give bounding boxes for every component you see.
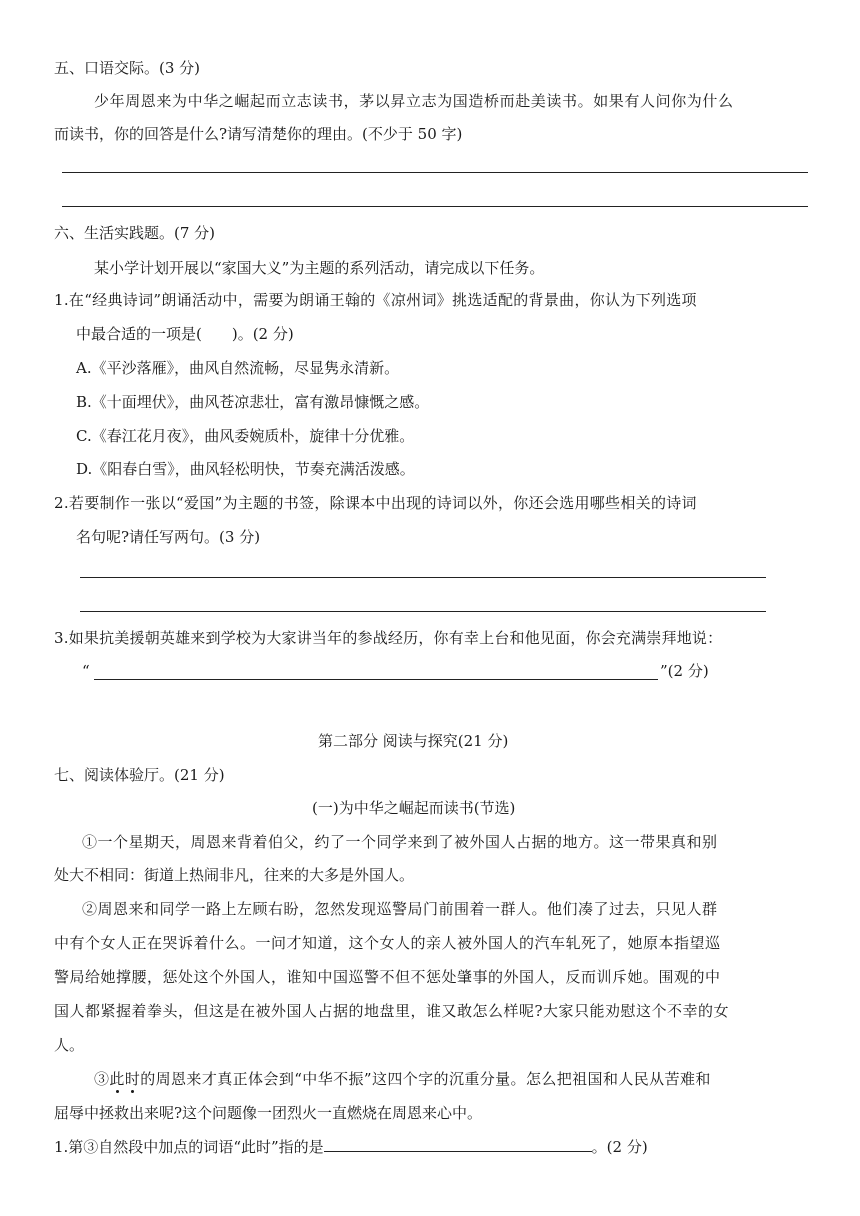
paragraph-1-line1: ①一个星期天，周恩来背着伯父，约了一个同学来到了被外国人占据的地方。这一带果真和别	[82, 833, 718, 851]
passage-title: (一)为中华之崛起而读书(节选)	[312, 799, 516, 817]
question-3-close: ”(2 分)	[660, 662, 709, 680]
answer-line[interactable]	[62, 172, 808, 173]
option-a[interactable]: A.《平沙落雁》，曲风自然流畅，尽显隽永清新。	[76, 359, 400, 377]
quote-answer-line[interactable]	[94, 679, 658, 680]
paragraph-3-line2: 屈辱中拯救出来呢?这个问题像一团烈火一直燃烧在周恩来心中。	[54, 1104, 483, 1122]
paragraph-2-line1: ②周恩来和同学一路上左顾右盼，忽然发现巡警局门前围着一群人。他们凑了过去，只见人群	[82, 900, 718, 918]
reading-question-1-score: 。(2 分)	[591, 1138, 648, 1156]
option-b[interactable]: B.《十面埋伏》，曲风苍凉悲壮，富有激昂慷慨之感。	[76, 393, 430, 411]
section5-prompt-line1: 少年周恩来为中华之崛起而立志读书，茅以昇立志为国造桥而赴美读书。如果有人问你为什么	[94, 92, 734, 110]
question-1-line1: 1.在“经典诗词”朗诵活动中，需要为朗诵王翰的《凉州词》挑选适配的背景曲，你认为下列选项	[54, 291, 697, 309]
question-1-line2: 中最合适的一项是( )。(2 分)	[76, 325, 294, 343]
paragraph-3-text: 的周恩来才真正体会到“中华不振”这四个字的沉重分量。怎么把祖国和人民从苦难和	[140, 1070, 711, 1088]
paragraph-2-line2: 中有个女人正在哭诉着什么。一问才知道，这个女人的亲人被外国人的汽车轧死了，她原本指望巡	[54, 934, 721, 952]
paragraph-1-line2: 处大不相同：街道上热闹非凡，往来的大多是外国人。	[54, 866, 415, 884]
reading-question-1	[54, 1137, 648, 1157]
question-2-line2: 名句呢?请任写两句。(3 分)	[76, 528, 261, 546]
section6-intro: 某小学计划开展以“家国大义”为主题的系列活动，请完成以下任务。	[94, 259, 545, 277]
paragraph-3-line1	[94, 1069, 711, 1089]
dotted-word-char: 此	[109, 1070, 125, 1088]
question-2-line1: 2.若要制作一张以“爱国”为主题的书签，除课本中出现的诗词以外，你还会选用哪些相关的诗词	[54, 494, 697, 512]
reading-question-1-text: 1.第③自然段中加点的词语“此时”指的是	[54, 1138, 324, 1156]
section7-heading: 七、阅读体验厅。(21 分)	[54, 766, 225, 784]
answer-line[interactable]	[62, 206, 808, 207]
option-c[interactable]: C.《春江花月夜》，曲风委婉质朴，旋律十分优雅。	[76, 427, 415, 445]
answer-blank[interactable]	[324, 1137, 592, 1152]
part2-title: 第二部分 阅读与探究(21 分)	[318, 732, 509, 750]
question-3-line1: 3.如果抗美援朝英雄来到学校为大家讲当年的参战经历，你有幸上台和他见面，你会充满崇拜地说：	[54, 629, 723, 647]
dotted-word-char: 时	[124, 1070, 141, 1088]
paragraph-number: ③	[94, 1070, 110, 1088]
paragraph-2-line4: 国人都紧握着拳头，但这是在被外国人占据的地盘里，谁又敢怎么样呢?大家只能劝慰这个不幸的女	[54, 1002, 730, 1020]
section6-heading: 六、生活实践题。(7 分)	[54, 224, 216, 242]
section5-prompt-line2: 而读书，你的回答是什么?请写清楚你的理由。(不少于 50 字)	[54, 125, 463, 143]
option-d[interactable]: D.《阳春白雪》，曲风轻松明快，节奏充满活泼感。	[76, 460, 415, 478]
answer-line[interactable]	[80, 611, 766, 612]
answer-line[interactable]	[80, 577, 766, 578]
paragraph-2-line5: 人。	[54, 1036, 85, 1054]
section5-heading: 五、口语交际。(3 分)	[54, 59, 201, 77]
question-3-open-quote: “	[82, 662, 90, 680]
paragraph-2-line3: 警局给她撑腰，惩处这个外国人，谁知中国巡警不但不惩处肇事的外国人，反而训斥她。围观的中	[54, 968, 721, 986]
